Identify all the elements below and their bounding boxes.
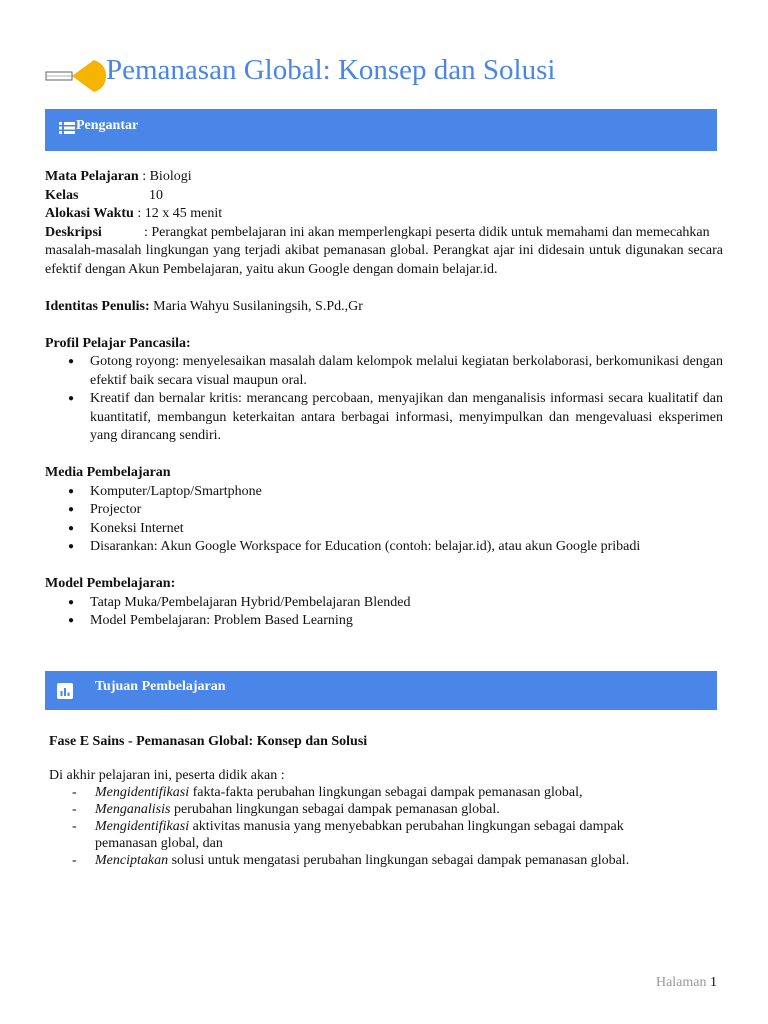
phase-title	[49, 733, 649, 750]
list-item: ● Model Pembelajaran: Problem Based Learning	[45, 612, 723, 631]
list-item: ● Gotong royong: menyelesaikan masalah dalam kelompok melalui kegiatan berkolaborasi, berkomunikasi dengan efektif baik secara visual maupun oral.	[45, 353, 723, 390]
author-value: Maria Wahyu Susilaningsih, S.Pd.,Gr	[149, 298, 363, 314]
model-list	[45, 594, 723, 631]
page-number: 1	[710, 975, 717, 990]
profile-list	[45, 353, 723, 446]
profile-heading	[45, 335, 723, 354]
section-header-goals	[45, 671, 717, 710]
description-line	[45, 224, 723, 243]
title-row	[44, 50, 744, 94]
media-list	[45, 483, 723, 557]
description-separator: :	[144, 224, 148, 240]
media-heading-text: Media Pembelajaran	[45, 465, 171, 480]
section-header-intro	[45, 109, 717, 151]
model-heading	[45, 575, 723, 594]
list-item	[49, 784, 649, 801]
section-title-goals: Tujuan Pembelajaran	[95, 679, 226, 694]
description-label: Deskripsi	[45, 224, 102, 240]
goal-verb: Mengidentifikasi	[95, 785, 190, 800]
list-item	[49, 818, 625, 852]
time-label: Alokasi Waktu	[45, 206, 134, 221]
list-item	[49, 801, 649, 818]
goal-verb: Menganalisis	[95, 802, 171, 817]
goals-list	[49, 784, 649, 869]
list-item: ● Projector	[45, 501, 723, 520]
class-value: 10	[149, 187, 163, 203]
list-item: ● Komputer/Laptop/Smartphone	[45, 483, 723, 502]
list-item: ● Tatap Muka/Pembelajaran Hybrid/Pembelajaran Blended	[45, 594, 723, 613]
goal-verb: Menciptakan	[95, 853, 169, 868]
time-line	[45, 205, 723, 224]
list-item: ● Kreatif dan bernalar kritis: merancang percobaan, menyajikan dan menganalisis informasi secara kualitatif dan kuantitatif, membangun keterkaitan antara berbagai informasi, menyimpulkan dan mengevaluasi eksperimen yang dirancang sendiri.	[45, 390, 723, 446]
goal-text: fakta-fakta perubahan lingkungan sebagai dampak pemanasan global,	[189, 785, 583, 800]
class-label: Kelas	[45, 187, 79, 203]
author-label: Identitas Penulis:	[45, 298, 150, 314]
description-text: masalah-masalah lingkungan yang terjadi akibat pemanasan global. Perangkat ajar ini didesain untuk digunakan secara efektif dengan Akun Pembelajaran, yaitu akun Google dengan domain belajar.id.	[45, 243, 723, 277]
goals-intro: Di akhir pelajaran ini, peserta didik akan :	[49, 768, 285, 783]
goal-verb: Mengidentifikasi	[95, 819, 190, 834]
subject-value: : Biologi	[138, 169, 192, 184]
page-title: Pemanasan Global: Konsep dan Solusi	[106, 54, 556, 86]
intro-content	[45, 168, 723, 631]
page-footer	[656, 975, 717, 991]
list-icon	[59, 121, 75, 135]
class-line	[45, 187, 723, 206]
time-value: : 12 x 45 menit	[133, 206, 223, 221]
subject-line	[45, 168, 723, 187]
description-first: Perangkat pembelajaran ini akan memperlengkapi peserta didik untuk memahami dan memecahkan	[147, 224, 710, 240]
list-item: ● Koneksi Internet	[45, 520, 723, 539]
goal-text: solusi untuk mengatasi perubahan lingkungan sebagai dampak pemanasan global.	[168, 853, 630, 868]
media-heading	[45, 464, 723, 483]
goal-text: perubahan lingkungan sebagai dampak pemanasan global.	[170, 802, 500, 817]
section-title-intro: Pengantar	[76, 118, 139, 133]
author-line	[45, 298, 723, 317]
subject-label: Mata Pelajaran	[45, 169, 139, 184]
goal-text: aktivitas manusia yang menyebabkan perubahan lingkungan sebagai dampak pemanasan global, dan	[95, 819, 624, 851]
phase-title-text: Fase E Sains - Pemanasan Global: Konsep dan Solusi	[49, 734, 368, 749]
model-heading-text: Model Pembelajaran:	[45, 576, 176, 591]
bar-chart-icon	[57, 683, 73, 699]
list-item	[49, 852, 649, 869]
list-item: ● Disarankan: Akun Google Workspace for Education (contoh: belajar.id), atau akun Google pribadi	[45, 538, 723, 557]
pencil-logo-icon	[44, 56, 108, 96]
page-label: Halaman	[655, 975, 707, 990]
profile-heading-text: Profil Pelajar Pancasila:	[45, 335, 191, 351]
goals-content	[49, 733, 649, 869]
